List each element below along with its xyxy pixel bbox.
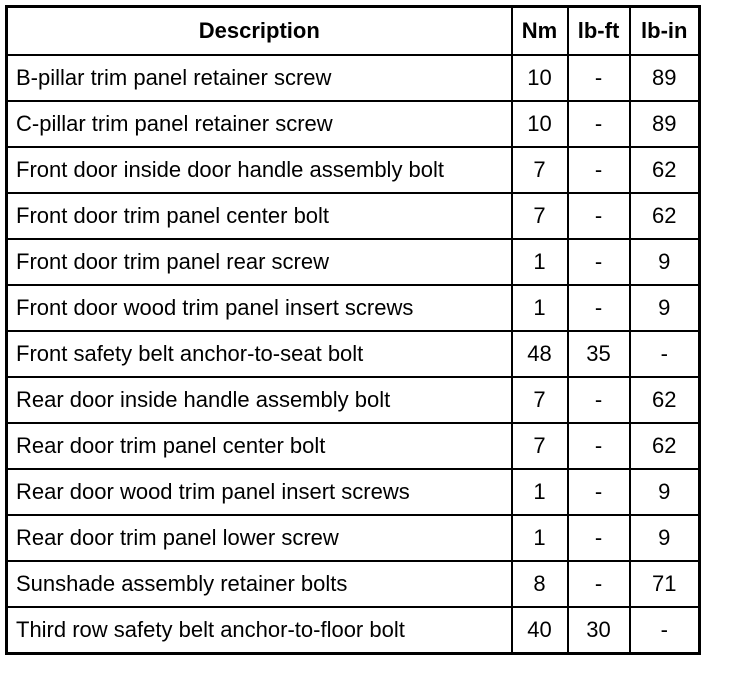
cell-description: Third row safety belt anchor-to-floor bolt <box>7 607 512 654</box>
cell-lb-ft: - <box>568 423 630 469</box>
cell-lb-in: - <box>630 607 700 654</box>
cell-nm: 7 <box>512 193 568 239</box>
cell-lb-ft: - <box>568 515 630 561</box>
cell-lb-ft: - <box>568 561 630 607</box>
cell-lb-in: - <box>630 331 700 377</box>
table-row <box>7 331 700 377</box>
cell-nm: 1 <box>512 239 568 285</box>
cell-lb-in: 9 <box>630 285 700 331</box>
table-row <box>7 285 700 331</box>
cell-lb-in: 89 <box>630 55 700 101</box>
cell-lb-ft: 30 <box>568 607 630 654</box>
cell-nm: 1 <box>512 285 568 331</box>
cell-nm: 48 <box>512 331 568 377</box>
table-header <box>7 7 700 56</box>
cell-lb-ft: - <box>568 239 630 285</box>
cell-lb-in: 71 <box>630 561 700 607</box>
table-row <box>7 423 700 469</box>
table-row <box>7 515 700 561</box>
cell-lb-ft: - <box>568 377 630 423</box>
header-lb-ft: lb-ft <box>568 7 630 56</box>
cell-nm: 7 <box>512 377 568 423</box>
cell-description: Sunshade assembly retainer bolts <box>7 561 512 607</box>
cell-description: Rear door inside handle assembly bolt <box>7 377 512 423</box>
cell-lb-ft: - <box>568 101 630 147</box>
cell-lb-ft: - <box>568 469 630 515</box>
cell-lb-in: 89 <box>630 101 700 147</box>
cell-description: Front door wood trim panel insert screws <box>7 285 512 331</box>
table-row <box>7 607 700 654</box>
cell-nm: 7 <box>512 147 568 193</box>
header-nm: Nm <box>512 7 568 56</box>
cell-description: Front door trim panel rear screw <box>7 239 512 285</box>
cell-description: Rear door wood trim panel insert screws <box>7 469 512 515</box>
cell-lb-in: 9 <box>630 239 700 285</box>
cell-nm: 1 <box>512 469 568 515</box>
cell-nm: 8 <box>512 561 568 607</box>
cell-lb-in: 9 <box>630 515 700 561</box>
cell-description: Rear door trim panel center bolt <box>7 423 512 469</box>
table-body <box>7 55 700 654</box>
table-row <box>7 147 700 193</box>
cell-nm: 7 <box>512 423 568 469</box>
cell-lb-ft: - <box>568 193 630 239</box>
header-row <box>7 7 700 56</box>
table-row <box>7 377 700 423</box>
header-lb-in: lb-in <box>630 7 700 56</box>
cell-description: Rear door trim panel lower screw <box>7 515 512 561</box>
cell-lb-in: 62 <box>630 423 700 469</box>
cell-lb-ft: - <box>568 285 630 331</box>
cell-lb-in: 62 <box>630 147 700 193</box>
cell-lb-in: 62 <box>630 193 700 239</box>
table-row <box>7 55 700 101</box>
table-row <box>7 561 700 607</box>
table-row <box>7 193 700 239</box>
torque-spec-table <box>5 5 701 655</box>
cell-lb-in: 9 <box>630 469 700 515</box>
table-row <box>7 469 700 515</box>
header-description: Description <box>7 7 512 56</box>
cell-lb-ft: - <box>568 147 630 193</box>
cell-lb-ft: - <box>568 55 630 101</box>
table-row <box>7 239 700 285</box>
cell-description: B-pillar trim panel retainer screw <box>7 55 512 101</box>
cell-lb-ft: 35 <box>568 331 630 377</box>
cell-nm: 10 <box>512 55 568 101</box>
cell-description: Front door trim panel center bolt <box>7 193 512 239</box>
cell-nm: 40 <box>512 607 568 654</box>
cell-nm: 1 <box>512 515 568 561</box>
cell-lb-in: 62 <box>630 377 700 423</box>
cell-description: Front safety belt anchor-to-seat bolt <box>7 331 512 377</box>
cell-description: Front door inside door handle assembly bolt <box>7 147 512 193</box>
table-row <box>7 101 700 147</box>
cell-nm: 10 <box>512 101 568 147</box>
cell-description: C-pillar trim panel retainer screw <box>7 101 512 147</box>
